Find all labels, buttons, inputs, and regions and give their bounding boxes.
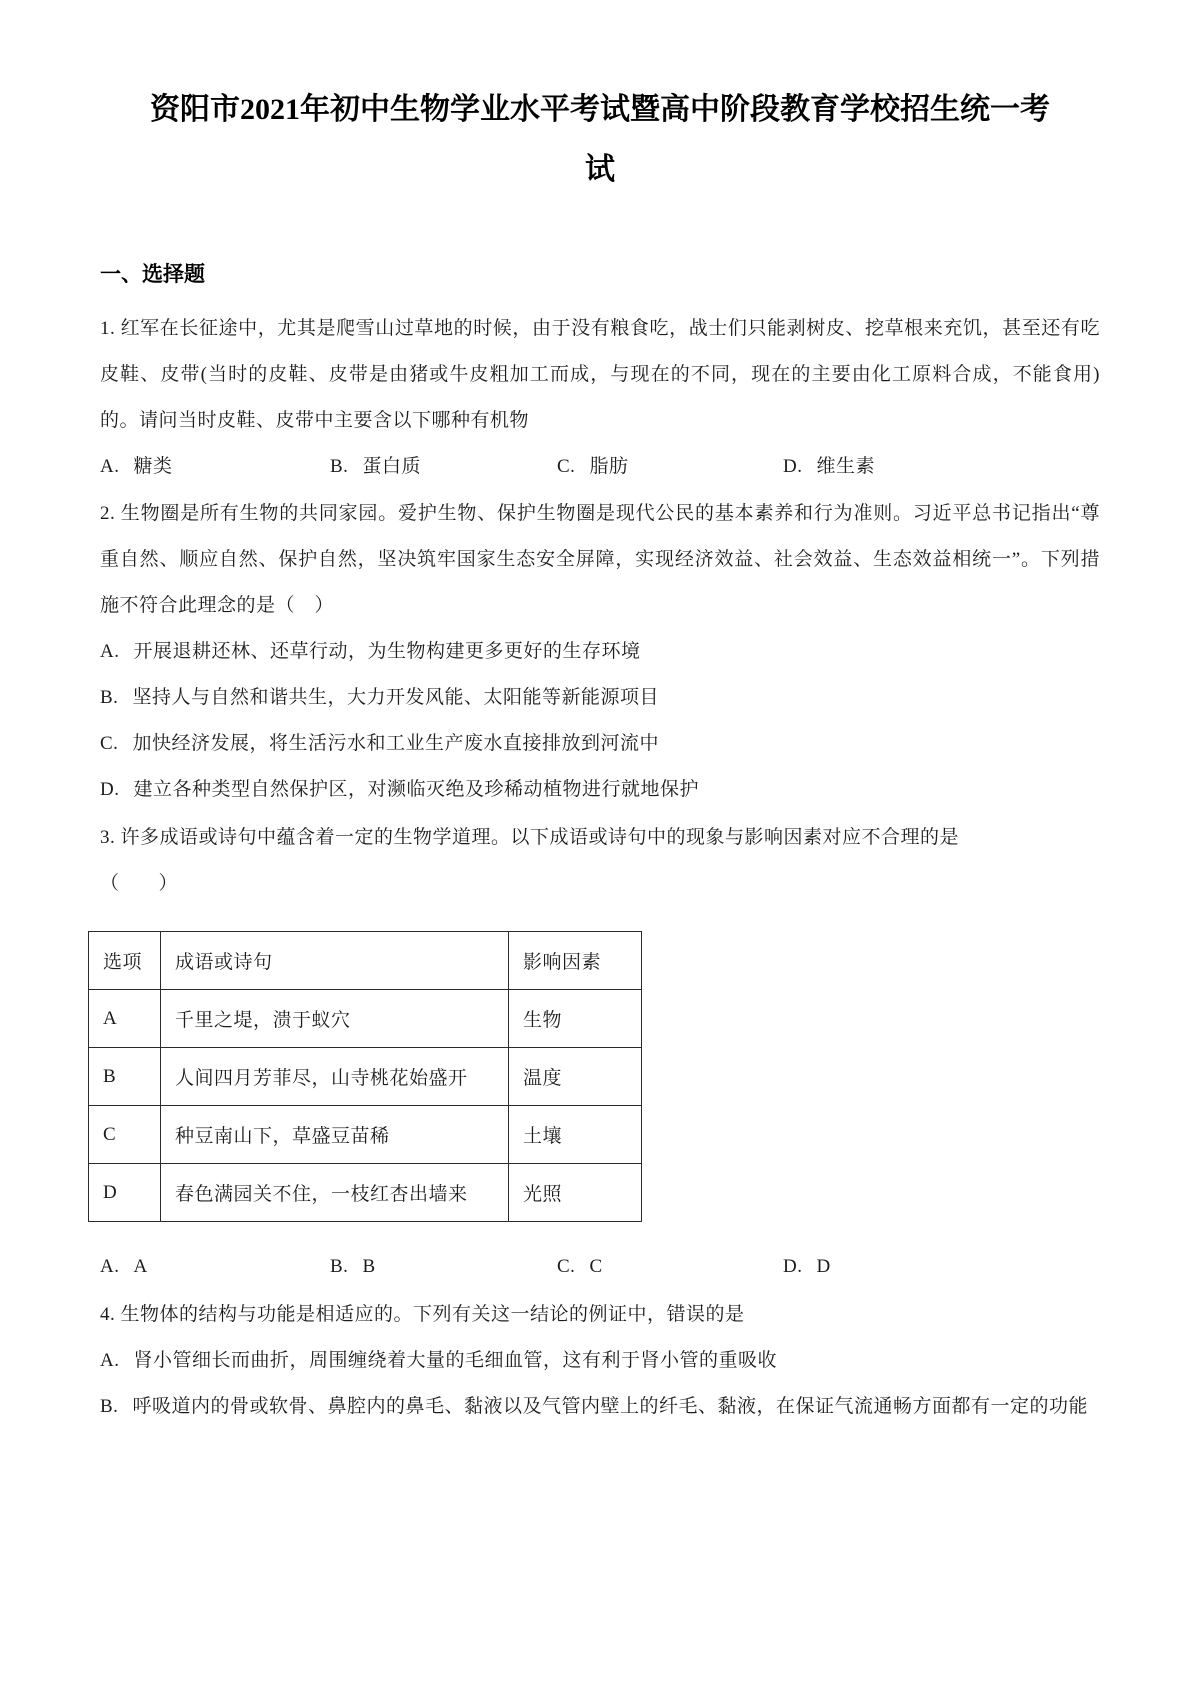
question-3-option-a (100, 1244, 330, 1290)
table-header-cell: 选项 (89, 932, 161, 990)
option-text: 开展退耕还林、还草行动，为生物构建更多更好的生存环境 (133, 641, 641, 663)
option-text: 维生素 (816, 455, 875, 477)
question-1-option-a (100, 444, 330, 490)
question-3-option-d (783, 1244, 1100, 1290)
option-label: A. (100, 1256, 120, 1278)
question-4-option-a (100, 1338, 1100, 1384)
option-text: 呼吸道内的骨或软骨、鼻腔内的鼻毛、黏液以及气管内壁上的纤毛、黏液，在保证气流通畅方面都有一定的功能 (132, 1396, 1088, 1418)
question-1-option-c (557, 444, 783, 490)
question-2-option-b (100, 675, 1100, 721)
question-2-option-d (100, 767, 1100, 813)
question-1-option-b (330, 444, 557, 490)
table-cell: 温度 (509, 1048, 642, 1106)
question-4 (100, 1292, 1100, 1430)
table-row (89, 1106, 642, 1164)
option-text: C (589, 1256, 603, 1278)
question-3-answer-blank: （ ） (100, 873, 179, 895)
option-label: B. (100, 1396, 119, 1418)
question-4-option-b (100, 1384, 1100, 1430)
option-label: D. (100, 779, 120, 801)
option-label: B. (100, 687, 119, 709)
option-label: A. (100, 1350, 120, 1372)
question-3 (100, 815, 1100, 1290)
question-2-option-a (100, 629, 1100, 675)
table-cell: 土壤 (509, 1106, 642, 1164)
table-row (89, 1164, 642, 1222)
question-2 (100, 491, 1100, 813)
option-label: B. (330, 1256, 349, 1278)
section-heading-multiple-choice: 一、选择题 (100, 262, 205, 286)
question-1-stem: 1. 红军在长征途中，尤其是爬雪山过草地的时候，由于没有粮食吃，战士们只能剥树皮、挖草根来充饥，甚至还有吃皮鞋、皮带(当时的皮鞋、皮带是由猪或牛皮粗加工而成，与现在的不同，现在的主要由化工原料合成，不能食用)的。请问当时皮鞋、皮带中主要含以下哪种有机物 (100, 317, 1100, 431)
table-cell: B (89, 1048, 161, 1106)
table-header-cell: 成语或诗句 (161, 932, 509, 990)
question-2-stem: 2. 生物圈是所有生物的共同家园。爱护生物、保护生物圈是现代公民的基本素养和行为准则。习近平总书记指出“尊重自然、顺应自然、保护自然，坚决筑牢国家生态安全屏障，实现经济效益、社会效益、生态效益相统一”。下列措施不符合此理念的是（ ） (100, 503, 1100, 617)
option-text: A (133, 1256, 148, 1278)
option-text: 蛋白质 (362, 455, 421, 477)
option-label: C. (557, 1256, 576, 1278)
table-cell: D (89, 1164, 161, 1222)
question-3-answer-options (100, 1244, 1100, 1290)
table-row (89, 990, 642, 1048)
question-3-option-c (557, 1244, 783, 1290)
table-cell: A (89, 990, 161, 1048)
table-cell: 千里之堤，溃于蚁穴 (161, 990, 509, 1048)
table-row (89, 1048, 642, 1106)
question-1-options (100, 444, 1100, 490)
question-3-stem: 3. 许多成语或诗句中蕴含着一定的生物学道理。以下成语或诗句中的现象与影响因素对应不合理的是 (100, 827, 960, 849)
question-1-option-d (783, 444, 1100, 490)
option-label: A. (100, 641, 120, 663)
page-title-line-2: 试 (585, 153, 615, 186)
option-label: D. (783, 455, 803, 477)
option-text: B (362, 1256, 376, 1278)
question-4-stem: 4. 生物体的结构与功能是相适应的。下列有关这一结论的例证中，错误的是 (100, 1304, 745, 1326)
option-label: B. (330, 455, 349, 477)
table-header-row (89, 932, 642, 990)
option-label: C. (100, 733, 119, 755)
option-label: A. (100, 455, 120, 477)
option-label: C. (557, 455, 576, 477)
table-cell: 光照 (509, 1164, 642, 1222)
question-2-option-c (100, 721, 1100, 767)
table-cell: 人间四月芳菲尽，山寺桃花始盛开 (161, 1048, 509, 1106)
option-text: D (816, 1256, 831, 1278)
question-1 (100, 306, 1100, 490)
table-header-cell: 影响因素 (509, 932, 642, 990)
option-text: 糖类 (133, 455, 173, 477)
table-cell: 种豆南山下，草盛豆苗稀 (161, 1106, 509, 1164)
table-cell: 生物 (509, 990, 642, 1048)
option-text: 建立各种类型自然保护区，对濒临灭绝及珍稀动植物进行就地保护 (133, 779, 699, 801)
question-3-table (88, 931, 642, 1222)
question-3-option-b (330, 1244, 557, 1290)
option-label: D. (783, 1256, 803, 1278)
option-text: 肾小管细长而曲折，周围缠绕着大量的毛细血管，这有利于肾小管的重吸收 (133, 1350, 777, 1372)
option-text: 加快经济发展，将生活污水和工业生产废水直接排放到河流中 (132, 733, 659, 755)
page-title-line-1: 资阳市2021年初中生物学业水平考试暨高中阶段教育学校招生统一考 (150, 93, 1050, 126)
option-text: 脂肪 (589, 455, 629, 477)
table-cell: 春色满园关不住，一枝红杏出墙来 (161, 1164, 509, 1222)
table-cell: C (89, 1106, 161, 1164)
page-title (100, 80, 1100, 200)
option-text: 坚持人与自然和谐共生，大力开发风能、太阳能等新能源项目 (132, 687, 659, 709)
